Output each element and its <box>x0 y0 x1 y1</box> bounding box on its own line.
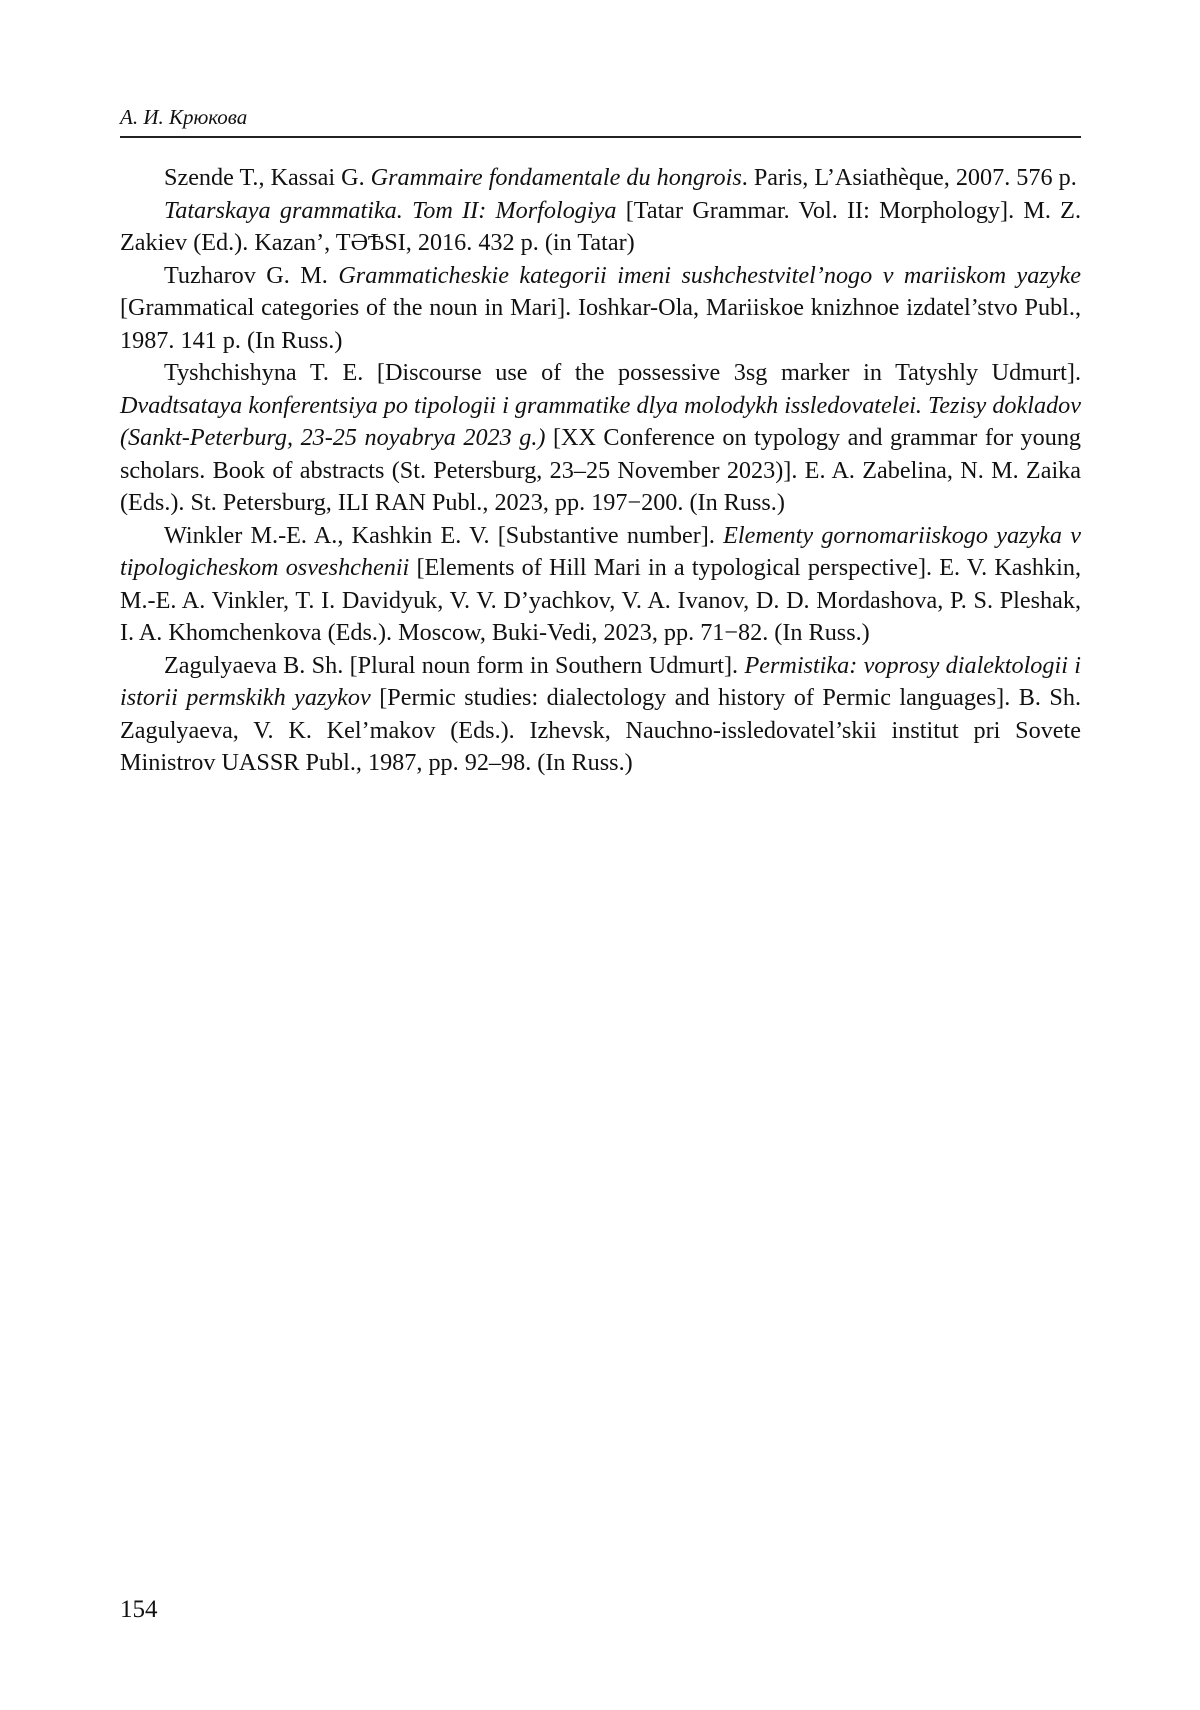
reference-entry <box>120 357 1081 520</box>
reference-list <box>120 162 1081 780</box>
reference-title: Grammaire fondamentale du hongrois <box>370 164 742 191</box>
reference-text: Zagulyaeva B. Sh. [Plural noun form in Southern Udmurt]. <box>164 651 745 679</box>
running-title: А. И. Крюкова <box>120 104 1081 138</box>
reference-title: Dvadtsataya konferentsiya po tipologii i grammatike dlya molodykh issledovatelei. Tezisy dokladov (Sankt-Peterburg, 23-25 noyabrya 2023 g.) <box>120 391 1081 451</box>
reference-title: Permistika: voprosy dialektologii i istorii permskikh yazykov <box>120 651 1081 711</box>
reference-text: [Grammatical categories of the noun in Mari]. Ioshkar-Ola, Mariiskoe knizhnoe izdatel’stvo Publ., 1987. 141 p. (In Russ.) <box>120 294 1081 354</box>
reference-text: [XX Conference on typology and grammar for young scholars. Book of abstracts (St. Petersburg, 23–25 November 2023)]. E. A. Zabelina, N. M. Zaika (Eds.). St. Petersburg, ILI RAN Publ., 2023, pp. 197−200. (In Russ.) <box>120 424 1082 516</box>
page-number: 154 <box>120 1596 158 1623</box>
reference-text: [Permic studies: dialectology and history of Permic languages]. B. Sh. Zagulyaeva, V. K. Kel’makov (Eds.). Izhevsk, Nauchno-issledovatel’skii institut pri Sovete Ministrov UASSR Publ., 1987, pp. 92–98. (In Russ.) <box>120 684 1081 776</box>
reference-entry <box>120 260 1081 358</box>
reference-text: Tuzharov G. M. <box>164 261 339 289</box>
reference-entry <box>120 195 1081 260</box>
reference-title: Grammaticheskie kategorii imeni sushchestvitel’nogo v mariiskom yazyke <box>338 261 1081 289</box>
reference-text: . Paris, L’Asiathèque, 2007. 576 p. <box>741 164 1077 191</box>
reference-title: Tatarskaya grammatika. Tom II: Morfologiya <box>164 196 617 224</box>
reference-text: [Tatar Grammar. Vol. II: Morphology]. M. Z. Zakiev (Ed.). Kazan’, TӘѢSI, 2016. 432 p. (in Tatar) <box>120 196 1081 256</box>
reference-entry <box>120 650 1081 780</box>
reference-text: Tyshchishyna T. E. [Discourse use of the possessive 3sg marker in Tatyshly Udmurt]. <box>164 359 1081 386</box>
reference-text: Winkler M.-E. A., Kashkin E. V. [Substantive number]. <box>164 521 724 549</box>
reference-text: Szende T., Kassai G. <box>164 164 371 191</box>
reference-entry <box>120 520 1081 650</box>
reference-title: Elementy gornomariiskogo yazyka v tipologicheskom osveshchenii <box>120 521 1081 581</box>
reference-entry <box>120 162 1081 195</box>
reference-text: [Elements of Hill Mari in a typological perspective]. E. V. Kashkin, M.-E. A. Vinkler, T. I. Davidyuk, V. V. D’yachkov, V. A. Ivanov, D. D. Mordashova, P. S. Pleshak, I. A. Khomchenkova (Eds.). Moscow, Buki-Vedi, 2023, pp. 71−82. (In Russ.) <box>120 554 1081 646</box>
